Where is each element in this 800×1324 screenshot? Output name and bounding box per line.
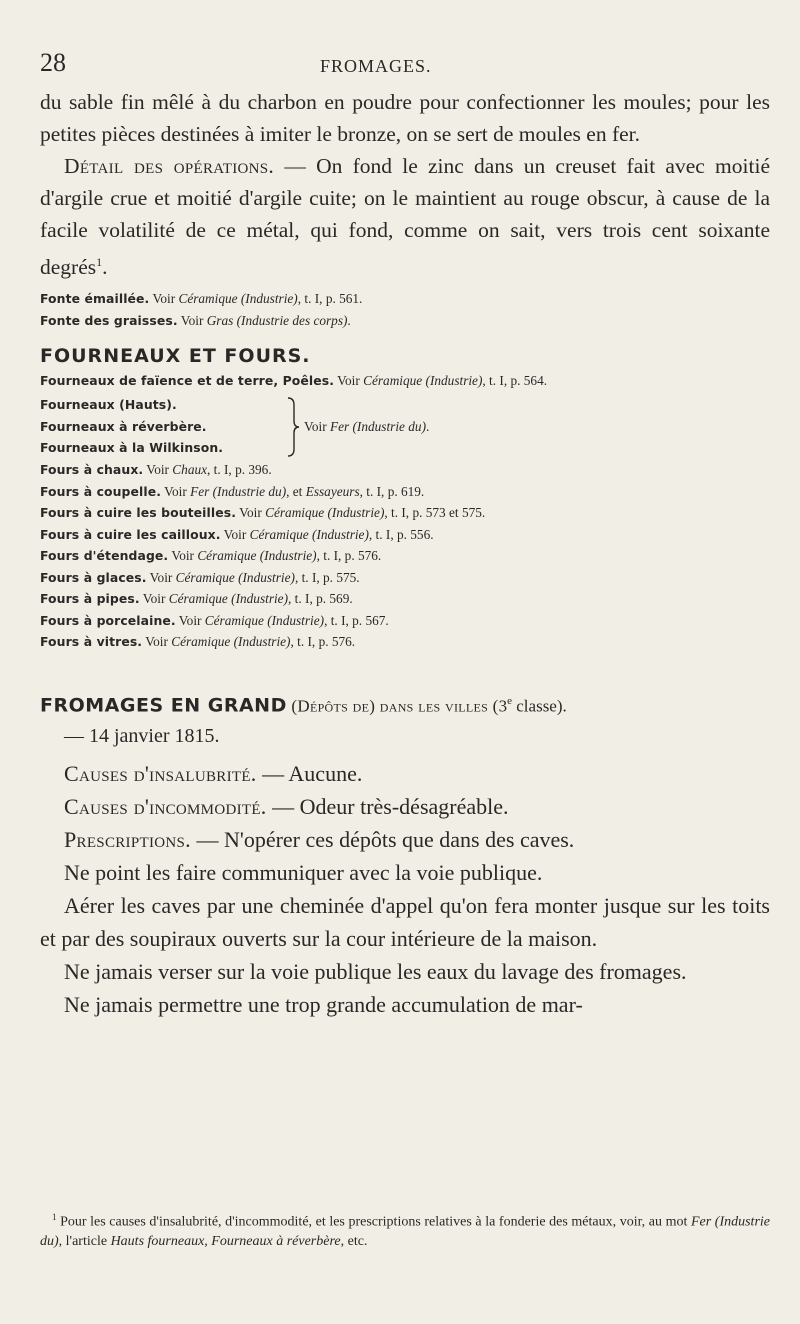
entry-headword: Fonte des graisses. [40, 312, 178, 328]
entry-headword: Fourneaux à la Wilkinson. [40, 440, 224, 455]
fromages-title-bold: FROMAGES EN GRAND [40, 694, 287, 717]
entry-headword: Fours à porcelaine. [40, 612, 176, 628]
fromages-classe-sup: e [507, 695, 513, 707]
prescriptions-text: — N'opérer ces dépôts que dans des caves. [190, 827, 575, 853]
entry-headword: Fours à cuire les cailloux. [40, 526, 221, 542]
entry-ref: Fer (Industrie du) [329, 419, 426, 434]
entry-ref: Céramique (Industrie) [178, 291, 298, 306]
incommodite-text: — Odeur très-désagréable. [266, 794, 509, 820]
entry-tail: , t. I, p. 575. [294, 569, 360, 585]
detail-paragraph [40, 150, 770, 283]
insalubrite-label: Causes d'insalubrité. [64, 761, 257, 787]
entry-fourneaux-faience [40, 370, 770, 392]
entry-fours-coupelle [40, 481, 770, 503]
brace-group [40, 394, 770, 460]
footnote-ref-1: Fer (Industrie du) [40, 1214, 770, 1249]
footnote-end: , etc. [340, 1233, 368, 1249]
entry-fours-vitres [40, 631, 770, 653]
entry-tail: , t. I, p. 573 et 575. [384, 505, 486, 520]
fonte-entries [40, 288, 770, 331]
entry-voir: Voir [139, 591, 169, 606]
entry-voir: Voir [168, 548, 198, 563]
entry-headword: Fours à coupelle. [40, 483, 162, 499]
brace-headwords [40, 394, 223, 459]
entry-ref: Céramique (Industrie) [175, 569, 295, 585]
entry-ref: Céramique (Industrie) [197, 548, 317, 563]
entry-tail: . [426, 419, 430, 434]
insalubrite-text: — Aucune. [256, 761, 363, 787]
entry-voir: Voir [146, 569, 176, 585]
footnote-mid: , l'article [58, 1233, 111, 1249]
entry-headword: Fourneaux de faïence et de terre, Poêles. [40, 373, 335, 388]
prescription-3: Ne jamais verser sur la voie publique les eaux du lavage des fromages. [64, 959, 687, 985]
prescriptions [40, 823, 770, 856]
entry-tail: , t. I, p. 567. [324, 612, 389, 628]
entry-voir: Voir [175, 612, 205, 628]
page-number: 28 [40, 48, 66, 77]
fromages-date: — 14 janvier 1815. [64, 725, 220, 748]
entry-tail: , t. I, p. 564. [482, 373, 548, 388]
entry-fonte-graisses [40, 310, 770, 332]
entry-fourneaux-reverbere [40, 416, 223, 438]
entry-ref: Céramique (Industrie) [171, 634, 291, 649]
entry-voir: Voir [220, 526, 250, 542]
entry-fours-pipes [40, 588, 770, 610]
entry-voir: Voir [334, 373, 364, 388]
entry-voir: Voir [149, 291, 179, 306]
entry-headword: Fourneaux à réverbère. [40, 418, 207, 434]
entry-tail: , t. I, p. 396. [207, 462, 272, 477]
entry-faience-block [40, 370, 770, 392]
footnote [40, 1208, 770, 1251]
entry-tail: , t. I, p. 576. [290, 634, 356, 649]
entry-tail: . [347, 312, 351, 328]
entry-fours-chaux [40, 459, 770, 481]
section-title: FOURNEAUX ET FOURS. [40, 345, 311, 367]
entry-fours-etendage [40, 545, 770, 567]
entry-tail: , t. I, p. 576. [316, 548, 382, 563]
entry-headword: Fours à vitres. [40, 634, 143, 649]
entry-tail: , t. I, p. 561. [297, 291, 363, 306]
entry-ref: Céramique (Industrie) [265, 505, 385, 520]
entry-headword: Fours d'étendage. [40, 548, 169, 563]
entry-fourneaux-hauts [40, 394, 223, 416]
entry-headword: Fours à glaces. [40, 569, 147, 585]
footnote-text-start: Pour les causes d'insalubrité, d'incommodité, et les prescriptions relatives à la fonderie des métaux, voir, au mot [56, 1214, 691, 1230]
intro-paragraph: du sable fin mêlé à du charbon en poudre pour confectionner les moules; pour les petites pièces destinées à imiter le bronze, on se sert de moules en fer. [40, 90, 770, 146]
footnote-number: 1 [52, 1212, 57, 1222]
entry-fonte-emaillee [40, 288, 770, 310]
page-header [40, 48, 770, 80]
entry-ref: Gras (Industrie des corps) [206, 312, 348, 328]
entry-ref: Céramique (Industrie) [168, 591, 289, 606]
detail-label: Détail des opérations. [64, 154, 275, 178]
footnote-mark: 1 [96, 255, 103, 269]
fromages-block [40, 686, 770, 1021]
entry-ref: Fer (Industrie du) [190, 483, 287, 499]
prescription-4: Ne jamais permettre une trop grande accumulation de mar- [64, 992, 583, 1018]
running-title: FROMAGES. [320, 56, 432, 76]
causes-incommodite [40, 790, 770, 823]
entry-headword: Fours à chaux. [40, 462, 144, 477]
entry-ref: Céramique (Industrie) [363, 373, 483, 388]
intro-block [40, 86, 770, 283]
fromages-title-rest: (Dépôts de) dans les villes ( [286, 696, 499, 716]
incommodite-label: Causes d'incommodité. [64, 794, 267, 820]
detail-text: — On fond le zinc dans un creuset fait avec moitié d'argile crue et moitié d'argile cuite; on le maintient au rouge obscur, à cause de la facile volatilité de ce métal, qui fond, comme on sait, vers trois cent soixante degrés [40, 154, 770, 280]
entry-headword: Fours à pipes. [40, 591, 140, 606]
entry-fourneaux-wilkinson [40, 437, 223, 459]
fromages-classe-num: 3 [498, 696, 508, 716]
prescriptions-label: Prescriptions. [64, 827, 191, 853]
entry-ref: Céramique (Industrie) [204, 612, 325, 628]
entry-mid: , et [286, 483, 306, 499]
fours-entries [40, 459, 770, 653]
prescription-1: Ne point les faire communiquer avec la voie publique. [64, 860, 543, 886]
causes-insalubrite [40, 757, 770, 790]
footnote-block [40, 1208, 770, 1251]
entry-voir: Voir [177, 312, 207, 328]
curly-brace-icon [286, 397, 300, 457]
entry-ref: Chaux [172, 462, 208, 477]
footnote-ref-2: Hauts fourneaux, Fourneaux à réverbère [110, 1233, 341, 1249]
fromages-title [40, 686, 770, 721]
entry-tail: , t. I, p. 556. [368, 526, 434, 542]
entry-tail: , t. I, p. 569. [288, 591, 353, 606]
entry-fours-bouteilles [40, 502, 770, 524]
fromages-classe-rest: classe). [512, 696, 567, 716]
entry-ref: Céramique (Industrie) [249, 526, 369, 542]
entry-voir: Voir [236, 505, 266, 520]
entry-voir: Voir [161, 483, 191, 499]
prescription-2: Aérer les caves par une cheminée d'appel qu'on fera monter jusque sur les toits et par des soupiraux ouverts sur la cour intérieure de la maison. [40, 893, 770, 952]
entry-headword: Fonte émaillée. [40, 291, 150, 306]
entry-tail: , t. I, p. 619. [359, 483, 425, 499]
entry-voir: Voir [142, 634, 172, 649]
entry-voir: Voir [143, 462, 173, 477]
entry-ref-2: Essayeurs [305, 483, 360, 499]
detail-end: . [102, 255, 108, 280]
entry-headword: Fours à cuire les bouteilles. [40, 505, 237, 520]
entry-voir: Voir [304, 419, 330, 434]
entry-headword: Fourneaux (Hauts). [40, 397, 177, 412]
entry-fours-glaces [40, 567, 770, 589]
brace-ref-line [304, 416, 429, 438]
entry-fours-porcelaine [40, 610, 770, 632]
entry-fours-cailloux [40, 524, 770, 546]
